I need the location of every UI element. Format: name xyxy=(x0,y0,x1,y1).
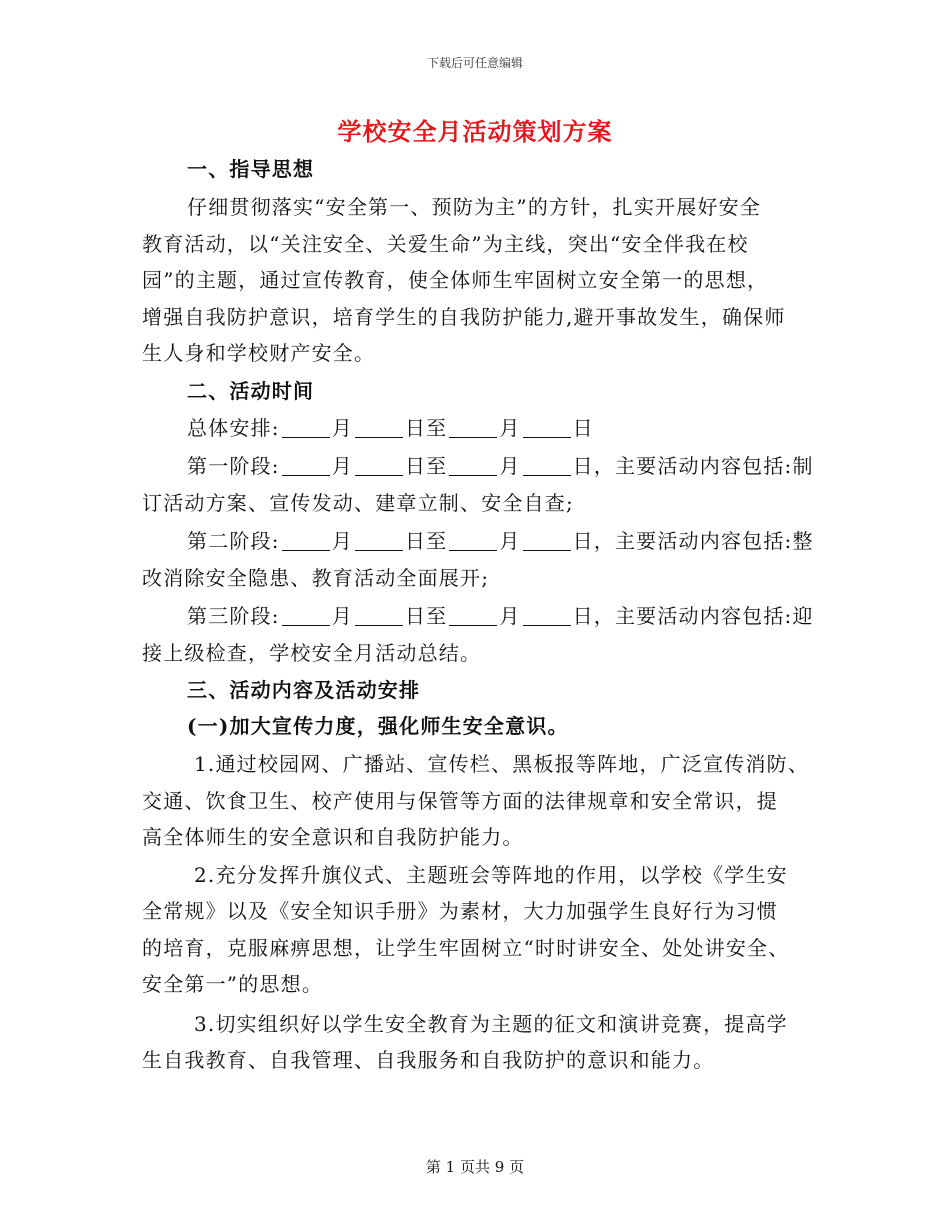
month-text: 月 xyxy=(331,529,353,553)
day-to-text: 日至 xyxy=(404,529,448,553)
paragraph-line: 仔细贯彻落实“安全第一、预防为主”的方针，扎实开展好安全 xyxy=(187,195,762,219)
schedule-stage-3 xyxy=(187,599,877,633)
day-to-text: 日至 xyxy=(404,604,448,628)
blank-field xyxy=(449,455,497,476)
day-text: 日 xyxy=(572,416,594,440)
month-text: 月 xyxy=(499,529,521,553)
blank-field xyxy=(449,417,497,438)
schedule-label: 总体安排: xyxy=(187,416,280,440)
day-to-text: 日至 xyxy=(404,454,448,478)
paragraph-line: 的培育，克服麻痹思想，让学生牢固树立“时时讲安全、处处讲安全、 xyxy=(142,936,790,960)
schedule-stage-1 xyxy=(187,449,877,483)
paragraph-line: 高全体师生的安全意识和自我防护能力。 xyxy=(142,825,524,849)
blank-field xyxy=(355,455,403,476)
paragraph-line: 生人身和学校财产安全。 xyxy=(142,341,376,365)
blank-field xyxy=(523,530,571,551)
blank-field xyxy=(355,530,403,551)
paragraph-line: 改消除安全隐患、教育活动全面展开; xyxy=(142,566,490,590)
month-text: 月 xyxy=(499,454,521,478)
header-note: 下载后可任意编辑 xyxy=(426,56,523,70)
blank-field xyxy=(449,530,497,551)
paragraph-line: 3.切实组织好以学生安全教育为主题的征文和演讲竞赛，提高学 xyxy=(194,1012,788,1036)
document-title: 学校安全月活动策划方案 xyxy=(337,117,613,146)
day-to-text: 日至 xyxy=(404,416,448,440)
paragraph-line: 接上级检查，学校安全月活动总结。 xyxy=(142,641,482,665)
month-text: 月 xyxy=(499,604,521,628)
paragraph-line: 增强自我防护意识，培育学生的自我防护能力,避开事故发生，确保师 xyxy=(142,305,786,329)
section-heading-guiding-ideology: 一、指导思想 xyxy=(187,157,315,181)
blank-field xyxy=(355,605,403,626)
blank-field xyxy=(523,455,571,476)
blank-field xyxy=(282,530,330,551)
paragraph-line: 生自我教育、自我管理、自我服务和自我防护的意识和能力。 xyxy=(142,1048,715,1072)
paragraph-line: 园”的主题，通过宣传教育，使全体师生牢固树立安全第一的思想， xyxy=(142,268,769,292)
blank-field xyxy=(282,455,330,476)
stage-description: 日，主要活动内容包括:迎 xyxy=(572,604,814,628)
paragraph-line: 订活动方案、宣传发动、建章立制、安全自查; xyxy=(142,491,574,515)
page-footer: 第 1 页共 9 页 xyxy=(425,1158,525,1176)
paragraph-line: 全常规》以及《安全知识手册》为素材，大力加强学生良好行为习惯 xyxy=(142,899,778,923)
section-heading-activity-time: 二、活动时间 xyxy=(187,379,315,403)
month-text: 月 xyxy=(331,454,353,478)
month-text: 月 xyxy=(331,604,353,628)
schedule-stage-2 xyxy=(187,524,877,558)
month-text: 月 xyxy=(499,416,521,440)
schedule-label: 第二阶段: xyxy=(187,529,280,553)
blank-field xyxy=(355,417,403,438)
schedule-overall xyxy=(187,411,877,445)
schedule-label: 第三阶段: xyxy=(187,604,280,628)
paragraph-line: 2.充分发挥升旗仪式、主题班会等阵地的作用，以学校《学生安 xyxy=(194,863,788,887)
blank-field xyxy=(449,605,497,626)
paragraph-line: 交通、饮食卫生、校产使用与保管等方面的法律规章和安全常识，提 xyxy=(142,789,778,813)
paragraph-line: 1.通过校园网、广播站、宣传栏、黑板报等阵地，广泛宣传消防、 xyxy=(194,752,810,776)
stage-description: 日，主要活动内容包括:整 xyxy=(572,529,814,553)
schedule-label: 第一阶段: xyxy=(187,454,280,478)
paragraph-line: 教育活动，以“关注安全、关爱生命”为主线，突出“安全伴我在校 xyxy=(142,232,749,256)
section-heading-activity-content: 三、活动内容及活动安排 xyxy=(187,678,421,702)
blank-field xyxy=(523,605,571,626)
blank-field xyxy=(282,605,330,626)
subsection-heading: (一)加大宣传力度，强化师生安全意识。 xyxy=(187,714,569,738)
month-text: 月 xyxy=(331,416,353,440)
paragraph-line: 安全第一”的思想。 xyxy=(142,972,324,996)
blank-field xyxy=(282,417,330,438)
stage-description: 日，主要活动内容包括:制 xyxy=(572,454,814,478)
blank-field xyxy=(523,417,571,438)
